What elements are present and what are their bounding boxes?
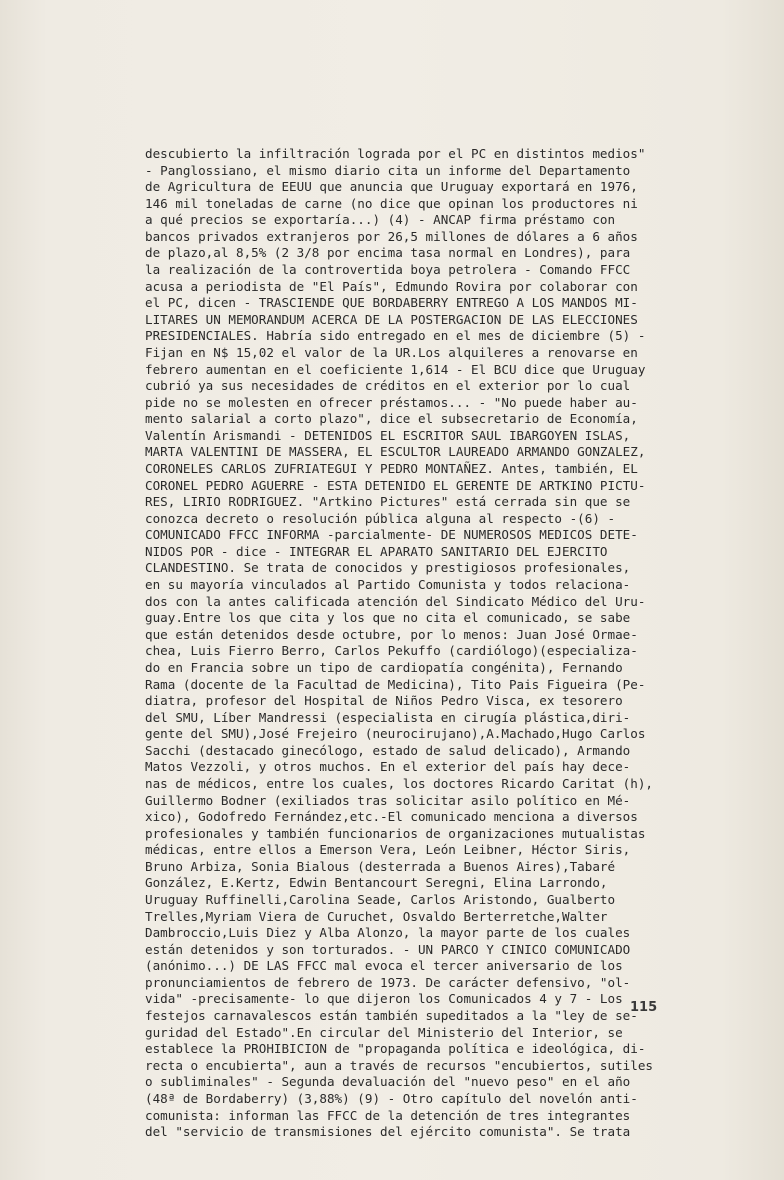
body-text	[145, 146, 725, 1141]
text-line: del "servicio de transmisiones del ejército comunista". Se trata	[145, 1124, 631, 1140]
text-line: Sacchi (destacado ginecólogo, estado de salud delicado), Armando	[145, 742, 631, 758]
text-line: Matos Vezzoli, y otros muchos. En el exterior del país hay dece-	[145, 759, 631, 775]
text-line: xico), Godofredo Fernández,etc.-El comunicado menciona a diversos	[145, 809, 638, 825]
text-line: Bruno Arbiza, Sonia Bialous (desterrada a Buenos Aires),Tabaré	[145, 858, 616, 874]
text-line: del SMU, Líber Mandressi (especialista en cirugía plástica,diri-	[145, 709, 631, 725]
text-line: profesionales y también funcionarios de organizaciones mutualistas	[145, 825, 646, 841]
text-line: guay.Entre los que cita y los que no cita el comunicado, se sabe	[145, 610, 631, 626]
text-line: Uruguay Ruffinelli,Carolina Seade, Carlos Aristondo, Gualberto	[145, 892, 616, 908]
text-line: Valentín Arismandi - DETENIDOS EL ESCRITOR SAUL IBARGOYEN ISLAS,	[145, 427, 631, 443]
text-line: PRESIDENCIALES. Habría sido entregado en el mes de diciembre (5) -	[145, 328, 646, 344]
text-line: de plazo,al 8,5% (2 3/8 por encima tasa normal en Londres), para	[145, 245, 631, 261]
text-line: en su mayoría vinculados al Partido Comunista y todos relaciona-	[145, 577, 631, 593]
text-line: a qué precios se exportaría...) (4) - ANCAP firma préstamo con	[145, 212, 616, 228]
text-line: están detenidos y son torturados. - UN PARCO Y CINICO COMUNICADO	[145, 941, 631, 957]
text-line: CORONEL PEDRO AGUERRE - ESTA DETENIDO EL GERENTE DE ARTKINO PICTU-	[145, 477, 646, 493]
text-line: Fijan en N$ 15,02 el valor de la UR.Los alquileres a renovarse en	[145, 344, 638, 360]
text-line: mento salarial a corto plazo", dice el subsecretario de Economía,	[145, 411, 638, 427]
text-line: o subliminales" - Segunda devaluación del "nuevo peso" en el año	[145, 1074, 631, 1090]
text-line: pide no se molesten en ofrecer préstamos... - "No puede haber au-	[145, 394, 638, 410]
text-line: COMUNICADO FFCC INFORMA -parcialmente- DE NUMEROSOS MEDICOS DETE-	[145, 527, 638, 543]
text-line: chea, Luis Fierro Berro, Carlos Pekuffo (cardiólogo)(especializa-	[145, 643, 638, 659]
text-line: NIDOS POR - dice - INTEGRAR EL APARATO SANITARIO DEL EJERCITO	[145, 543, 608, 559]
text-line: dos con la antes calificada atención del Sindicato Médico del Uru-	[145, 593, 646, 609]
text-line: Guillermo Bodner (exiliados tras solicitar asilo político en Mé-	[145, 792, 631, 808]
text-line: 146 mil toneladas de carne (no dice que opinan los productores ni	[145, 195, 638, 211]
text-line: Trelles,Myriam Viera de Curuchet, Osvaldo Berterretche,Walter	[145, 908, 608, 924]
text-line: do en Francia sobre un tipo de cardiopatía congénita), Fernando	[145, 659, 623, 675]
text-line: bancos privados extranjeros por 26,5 millones de dólares a 6 años	[145, 228, 638, 244]
text-line: el PC, dicen - TRASCIENDE QUE BORDABERRY ENTREGO A LOS MANDOS MI-	[145, 295, 638, 311]
text-line: RES, LIRIO RODRIGUEZ. "Artkino Pictures" está cerrada sin que se	[145, 494, 631, 510]
text-line: LITARES UN MEMORANDUM ACERCA DE LA POSTERGACION DE LAS ELECCIONES	[145, 311, 638, 327]
text-line: nas de médicos, entre los cuales, los doctores Ricardo Caritat (h),	[145, 775, 653, 791]
text-line: (anónimo...) DE LAS FFCC mal evoca el tercer aniversario de los	[145, 958, 623, 974]
text-line: la realización de la controvertida boya petrolera - Comando FFCC	[145, 262, 631, 278]
text-line: acusa a periodista de "El País", Edmundo Rovira por colaborar con	[145, 278, 638, 294]
text-line: que están detenidos desde octubre, por lo menos: Juan José Ormae-	[145, 626, 638, 642]
text-line: diatra, profesor del Hospital de Niños Pedro Visca, ex tesorero	[145, 693, 623, 709]
text-line: febrero aumentan en el coeficiente 1,614 - El BCU dice que Uruguay	[145, 361, 646, 377]
text-line: vida" -precisamente- lo que dijeron los Comunicados 4 y 7 - Los	[145, 991, 623, 1007]
text-line: gente del SMU),José Frejeiro (neurocirujano),A.Machado,Hugo Carlos	[145, 726, 646, 742]
text-line: MARTA VALENTINI DE MASSERA, EL ESCULTOR LAUREADO ARMANDO GONZALEZ,	[145, 444, 646, 460]
text-line: médicas, entre ellos a Emerson Vera, León Leibner, Héctor Siris,	[145, 842, 631, 858]
text-line: (48ª de Bordaberry) (3,88%) (9) - Otro capítulo del novelón anti-	[145, 1090, 638, 1106]
text-line: festejos carnavalescos están también supeditados a la "ley de se-	[145, 1008, 638, 1024]
text-line: CORONELES CARLOS ZUFRIATEGUI Y PEDRO MONTAÑEZ. Antes, también, EL	[145, 460, 638, 476]
text-line: cubrió ya sus necesidades de créditos en el exterior por lo cual	[145, 378, 631, 394]
text-line: Rama (docente de la Facultad de Medicina), Tito Pais Figueira (Pe-	[145, 676, 646, 692]
text-line: Dambroccio,Luis Diez y Alba Alonzo, la mayor parte de los cuales	[145, 925, 631, 941]
text-line: conozca decreto o resolución pública alguna al respecto -(6) -	[145, 510, 616, 526]
text-line: pronunciamientos de febrero de 1973. De carácter defensivo, "ol-	[145, 974, 631, 990]
page-number: 115	[630, 1000, 658, 1015]
text-line: guridad del Estado".En circular del Ministerio del Interior, se	[145, 1024, 623, 1040]
text-line: de Agricultura de EEUU que anuncia que Uruguay exportará en 1976,	[145, 179, 638, 195]
text-line: González, E.Kertz, Edwin Bentancourt Seregni, Elina Larrondo,	[145, 875, 608, 891]
text-line: recta o encubierta", aun a través de recursos "encubiertos, sutiles	[145, 1057, 653, 1073]
text-line: - Panglossiano, el mismo diario cita un informe del Departamento	[145, 162, 631, 178]
text-line: CLANDESTINO. Se trata de conocidos y prestigiosos profesionales,	[145, 560, 631, 576]
text-line: descubierto la infiltración lograda por el PC en distintos medios"	[145, 146, 646, 161]
text-line: establece la PROHIBICION de "propaganda política e ideológica, di-	[145, 1041, 646, 1057]
text-line: comunista: informan las FFCC de la detención de tres integrantes	[145, 1107, 631, 1123]
